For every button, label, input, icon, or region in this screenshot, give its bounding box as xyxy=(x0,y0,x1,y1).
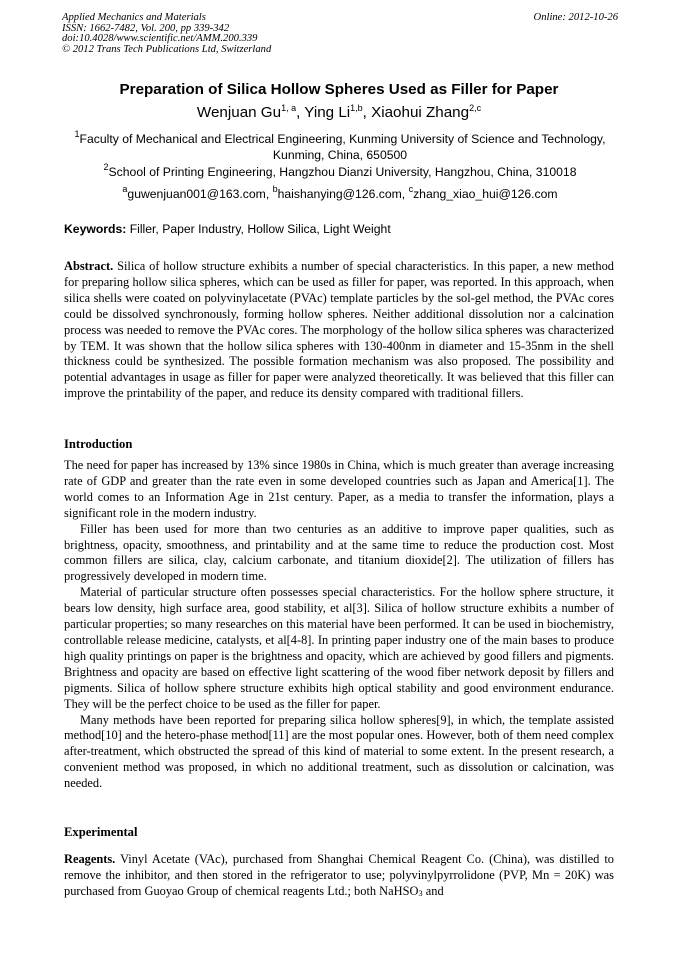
reagents-tail: and xyxy=(422,883,444,898)
keywords xyxy=(64,221,616,237)
author-name: Xiaohui Zhang xyxy=(371,104,470,121)
section-heading-introduction: Introduction xyxy=(64,437,133,451)
affiliation-1 xyxy=(62,131,618,163)
author-list xyxy=(40,102,638,124)
email-address: zhang_xiao_hui@126.com xyxy=(413,187,558,201)
journal-header xyxy=(62,13,618,55)
journal-doi: doi:10.4028/www.scientific.net/AMM.200.339 xyxy=(62,33,258,45)
affiliation-marker: 2 xyxy=(103,162,109,172)
reagents-text: Vinyl Acetate (VAc), purchased from Shanghai Chemical Reagent Co. (China), was distilled to remove the inhibitor, and then stored in the refrigerator to use; polyvinylpyrrolidone (PVP, Mn = 20K) was purchased from Guoyao Group of chemical reagents Ltd.; both NaHSO xyxy=(64,852,614,898)
author-separator: , xyxy=(362,104,372,121)
paragraph: Filler has been used for more than two centuries as an additive to improve paper qualities, such as brightness, opacity, smoothness, and printability and at the same time to reduce the production cost. Most common fillers are silica, clay, calcium carbonate, and titanium dioxide[2]. The utilization of fillers has progressively developed in modern time. xyxy=(64,521,614,584)
author-superscript: 1, a xyxy=(281,103,297,113)
paper-title: Preparation of Silica Hollow Spheres Used as Filler for Paper xyxy=(119,81,559,98)
email-marker: b xyxy=(272,184,278,194)
abstract xyxy=(64,259,614,402)
author-name: Ying Li xyxy=(304,104,351,121)
author-superscript: 1,b xyxy=(350,103,363,113)
affiliation-text: School of Printing Engineering, Hangzhou Dianzi University, Hangzhou, China, 310018 xyxy=(108,165,577,179)
reagents-paragraph xyxy=(64,852,614,900)
paragraph: Material of particular structure often possesses special characteristics. For the hollow sphere structure, it bears low density, high surface area, good stability, et al[3]. Silica of hollow structure exhibits a number of particular properties; so many researches on this material have been performed. It can be used in biochemistry, controllable release medicine, catalysts, et al[4-8]. In printing paper industry one of the main bases to produce high quality printings on paper is the brightness and opacity, which are achieved by good fillers and pigments. Brightness and opacity are based on effective light scattering of the wood fiber network deposit by fillers and pigments. Silica of hollow sphere structure exhibits high optical stability and good environment endurance. They will be the perfect choice to be used as the filler for paper. xyxy=(64,585,614,711)
paragraph: The need for paper has increased by 13% since 1980s in China, which is much greater than average increasing rate of GDP and greater than the rate even in some developed countries such as Japan and America[1]. The world comes to an Information Age in 21st century. Paper, as a media to transfer the information, plays a significant role in the modern industry. xyxy=(64,458,614,520)
affiliation-text: Faculty of Mechanical and Electrical Engineering, Kunming University of Science and Technology, Kunming, China, 650500 xyxy=(79,132,606,162)
subscript: 3 xyxy=(418,887,423,898)
abstract-text: Silica of hollow structure exhibits a number of special characteristics. In this paper, a new method for preparing hollow silica spheres, which can be used as filler for paper, was reported. In this approach, when silica shells were coated on polyvinylacetate (PVAc) template particles by the sol-gel method, the PVAc cores could be dissolved synchronously, forming hollow spheres. Neither additional dissolution nor a calcination process was needed to remove the PVAc cores. The morphology of the hollow silica spheres was characterized by TEM. It was shown that the hollow silica spheres with 130-400nm in diameter and 15-35nm in the shell thickness could be synthesized. The possible formation mechanism was also proposed. The possibility and potential advantages in usage as filler for paper were analyzed theoretically. It was believed that this filler can improve the printability of the paper, and reduce its density compared with traditional fillers. xyxy=(64,259,614,401)
author-separator: , xyxy=(296,104,305,121)
journal-name: Applied Mechanics and Materials xyxy=(62,12,206,23)
abstract-label: Abstract. xyxy=(64,259,114,273)
journal-copyright: © 2012 Trans Tech Publications Ltd, Switzerland xyxy=(62,43,272,55)
reagents-label: Reagents. xyxy=(64,852,116,866)
author-superscript: 2,c xyxy=(469,103,482,113)
email-address: haishanying@126.com, xyxy=(277,187,409,201)
keywords-text: Filler, Paper Industry, Hollow Silica, Light Weight xyxy=(126,222,391,236)
affiliation-marker: 1 xyxy=(74,129,80,139)
author-name: Wenjuan Gu xyxy=(196,104,282,121)
journal-issn: ISSN: 1662-7482, Vol. 200, pp 339-342 xyxy=(62,22,230,34)
email-marker: c xyxy=(408,184,414,194)
email-address: guwenjuan001@163.com, xyxy=(127,187,273,201)
online-date: Online: 2012-10-26 xyxy=(533,12,618,23)
keywords-label: Keywords: xyxy=(64,222,127,236)
author-emails xyxy=(62,186,618,202)
email-marker: a xyxy=(122,184,128,194)
section-heading-experimental: Experimental xyxy=(64,825,138,839)
introduction-section xyxy=(64,458,614,792)
affiliation-2 xyxy=(62,164,618,180)
paragraph: Many methods have been reported for preparing silica hollow spheres[9], in which, the template assisted method[10] and the hetero-phase method[11] are the most popular ones. However, both of them need complex after-treatment, which obstructed the spread of this kind of material to some extent. In the present research, a convenient method was proposed, in which no additional treatment, such as dissolution or calcination, was needed. xyxy=(64,712,614,791)
